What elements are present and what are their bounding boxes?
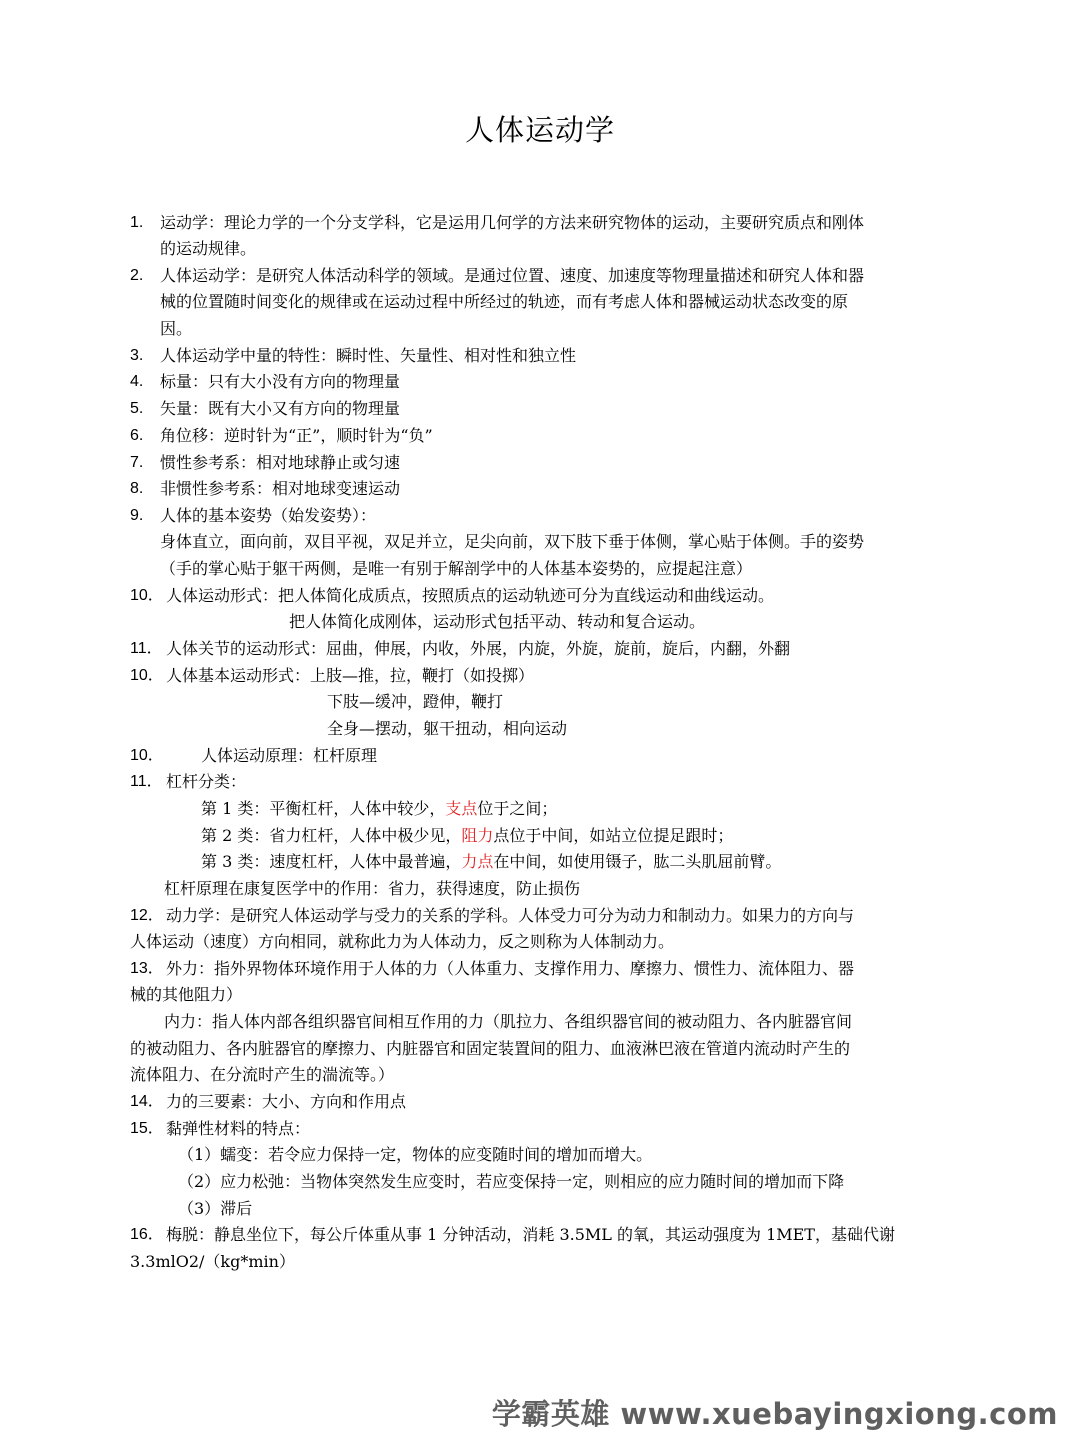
item-number: 1. bbox=[130, 214, 144, 231]
item-number: 4. bbox=[130, 373, 144, 390]
item-text: 力的三要素：大小、方向和作用点 bbox=[166, 1092, 407, 1111]
item-text: （1）蠕变：若令应力保持一定，物体的应变随时间的增加而增大。 bbox=[178, 1145, 653, 1164]
item-text: 非惯性参考系：相对地球变速运动 bbox=[160, 479, 401, 498]
item-text: 人体关节的运动形式：屈曲，伸展，内收，外展，内旋，外旋，旋前，旋后，内翻，外翻 bbox=[166, 639, 791, 658]
item-number: 9. bbox=[130, 507, 144, 524]
item-text: 动力学：是研究人体运动学与受力的关系的学科。人体受力可分为动力和制动力。如果力的方向与 bbox=[166, 906, 855, 925]
item-text: 身体直立，面向前，双目平视，双足并立，足尖向前，双下肢下垂于体侧，掌心贴于体侧。手的姿势 bbox=[160, 532, 865, 551]
item-number: 12． bbox=[130, 907, 164, 924]
highlight-term: 阻力 bbox=[461, 826, 494, 845]
item-number: 10． bbox=[130, 587, 164, 604]
item-text: 梅脱：静息坐位下，每公斤体重从事 1 分钟活动，消耗 3.5ML 的氧，其运动强度为 1MET，基础代谢 bbox=[166, 1225, 895, 1244]
item-text: （2）应力松弛：当物体突然发生应变时，若应变保持一定，则相应的应力随时间的增加而下降 bbox=[178, 1172, 845, 1191]
page-title: 人体运动学 bbox=[464, 113, 615, 147]
item-text: 惯性参考系：相对地球静止或匀速 bbox=[160, 453, 401, 472]
item-number: 5. bbox=[130, 400, 144, 417]
item-text: 流体阻力、在分流时产生的湍流等。） bbox=[130, 1065, 395, 1084]
highlight-term: 支点 bbox=[445, 799, 478, 818]
item-text: 黏弹性材料的特点： bbox=[166, 1119, 311, 1138]
item-text: 人体基本运动形式：上肢—推，拉，鞭打（如投掷） bbox=[166, 666, 535, 685]
item-text: 内力：指人体内部各组织器官间相互作用的力（肌拉力、各组织器官间的被动阻力、各内脏器官间 bbox=[164, 1012, 853, 1031]
item-text: 的运动规律。 bbox=[160, 239, 257, 258]
item-text: 人体运动（速度）方向相同，就称此力为人体动力，反之则称为人体制动力。 bbox=[130, 932, 675, 951]
item-text: 运动学：理论力学的一个分支学科，它是运用几何学的方法来研究物体的运动，主要研究质点和刚体 bbox=[160, 213, 865, 232]
lever-class-2: 第 2 类：省力杠杆，人体中极少见，阻力点位于中间，如站立位提足跟时； bbox=[201, 826, 734, 845]
lever-class-1: 第 1 类：平衡杠杆，人体中较少，支点位于之间； bbox=[201, 799, 558, 818]
item-number: 7. bbox=[130, 454, 144, 471]
item-text: 人体运动形式：把人体简化成质点，按照质点的运动轨迹可分为直线运动和曲线运动。 bbox=[166, 586, 775, 605]
item-text: 械的位置随时间变化的规律或在运动过程中所经过的轨迹，而有考虑人体和器械运动状态改变的原 bbox=[160, 292, 849, 311]
item-text: 3.3mlO2/（kg*min） bbox=[130, 1252, 295, 1271]
item-text: 人体运动原理：杠杆原理 bbox=[201, 746, 378, 765]
item-text: 角位移：逆时针为“正”，顺时针为“负” bbox=[160, 426, 433, 445]
item-number: 10． bbox=[130, 667, 164, 684]
item-text: 人体运动学中量的特性：瞬时性、矢量性、相对性和独立性 bbox=[160, 346, 577, 365]
item-number: 6. bbox=[130, 427, 144, 444]
item-number: 11． bbox=[130, 773, 163, 790]
item-text: 外力：指外界物体环境作用于人体的力（人体重力、支撑作用力、摩擦力、惯性力、流体阻力、器 bbox=[166, 959, 855, 978]
highlight-term: 力点 bbox=[461, 852, 494, 871]
item-number: 13． bbox=[130, 960, 164, 977]
item-number: 3. bbox=[130, 347, 144, 364]
item-number: 8. bbox=[130, 480, 144, 497]
watermark: 学霸英雄 www.xuebayingxiong.com bbox=[491, 1397, 1058, 1431]
item-text: 人体的基本姿势（始发姿势）： bbox=[160, 506, 377, 525]
item-text: 把人体简化成刚体，运动形式包括平动、转动和复合运动。 bbox=[289, 612, 706, 631]
item-text: 因。 bbox=[160, 319, 193, 338]
item-text: 标量：只有大小没有方向的物理量 bbox=[160, 372, 401, 391]
lever-class-3: 第 3 类：速度杠杆，人体中最普遍，力点在中间，如使用镊子，肱二头肌屈前臂。 bbox=[201, 852, 782, 871]
item-text: 人体运动学：是研究人体活动科学的领域。是通过位置、速度、加速度等物理量描述和研究人体和器 bbox=[160, 266, 865, 285]
item-number: 2. bbox=[130, 267, 144, 284]
item-number: 16． bbox=[130, 1226, 164, 1243]
item-text: 矢量：既有大小又有方向的物理量 bbox=[160, 399, 401, 418]
item-text: 杠杆分类： bbox=[166, 772, 247, 791]
item-text: 全身—摆动，躯干扭动，相向运动 bbox=[327, 719, 568, 738]
item-number: 11． bbox=[130, 640, 163, 657]
item-number: 10． bbox=[130, 747, 164, 764]
item-number: 14． bbox=[130, 1093, 164, 1110]
item-text: 械的其他阻力） bbox=[130, 985, 243, 1004]
item-text: （手的掌心贴于躯干两侧，是唯一有别于解剖学中的人体基本姿势的，应提起注意） bbox=[160, 559, 753, 578]
item-text: 下肢—缓冲，蹬伸，鞭打 bbox=[327, 692, 504, 711]
item-text: 的被动阻力、各内脏器官的摩擦力、内脏器官和固定装置间的阻力、血液淋巴液在管道内流动时产生的 bbox=[130, 1039, 851, 1058]
item-text: （3）滞后 bbox=[178, 1199, 253, 1218]
item-number: 15． bbox=[130, 1120, 164, 1137]
item-text: 杠杆原理在康复医学中的作用：省力，获得速度，防止损伤 bbox=[164, 879, 581, 898]
